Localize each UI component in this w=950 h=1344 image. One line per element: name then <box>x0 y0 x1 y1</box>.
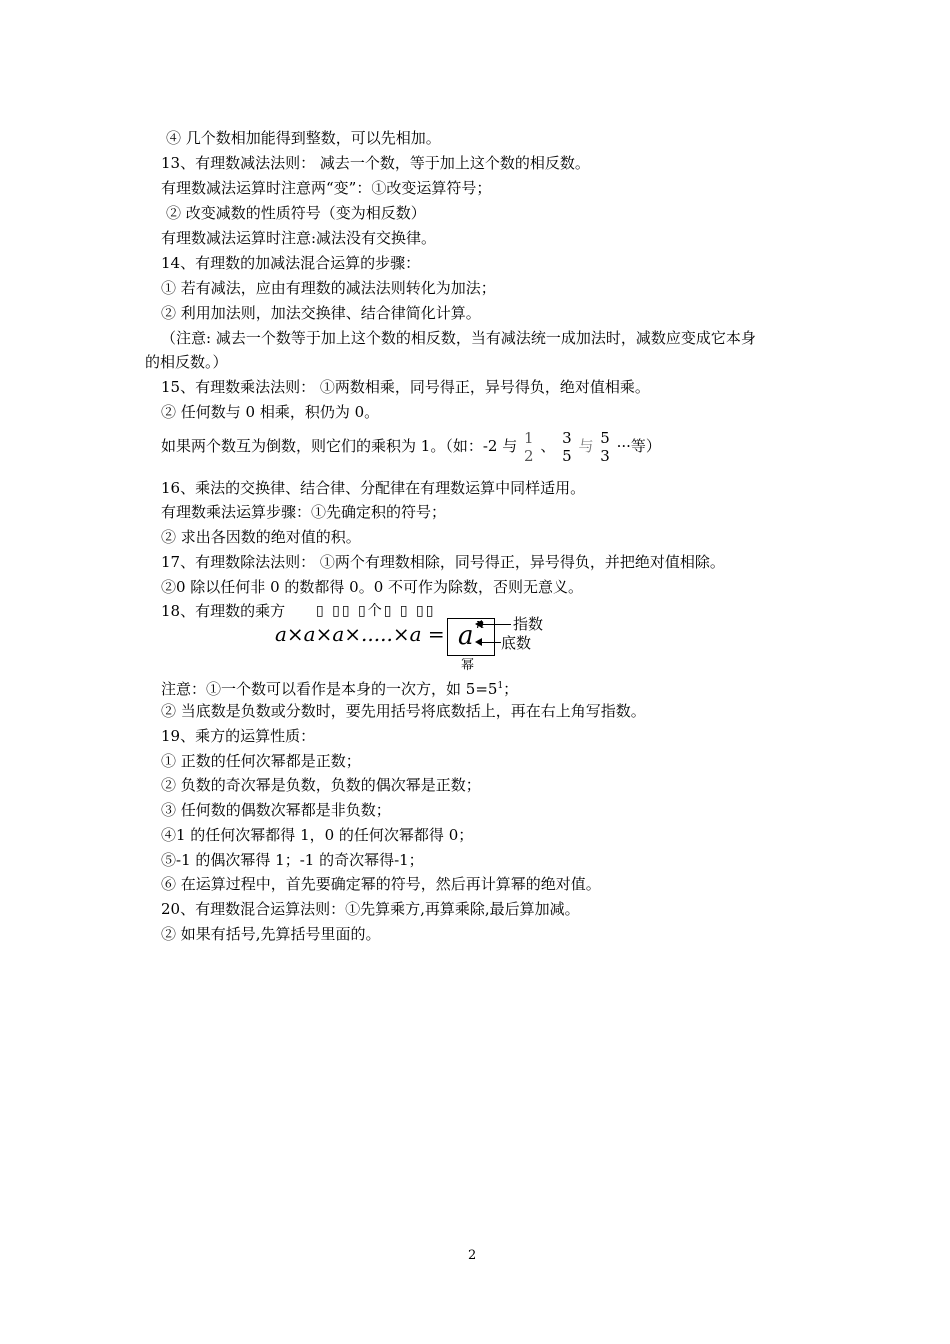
text-line: ⑤-1 的偶次幂得 1；-1 的奇次幂得-1； <box>161 851 424 869</box>
text-line: ④ 几个数相加能得到整数，可以先相加。 <box>166 129 441 147</box>
note-text: 注意：①一个数可以看作是本身的一次方，如 5=5 <box>161 680 498 698</box>
text-line: 19、乘方的运算性质： <box>161 727 316 745</box>
text-line: ② 如果有括号,先算括号里面的。 <box>161 925 381 943</box>
text-line: 18、有理数的乘方 <box>161 602 286 620</box>
text-line: ① 若有减法，应由有理数的减法法则转化为加法； <box>161 279 496 297</box>
reciprocal-prefix: 如果两个数互为倒数，则它们的乘积为 1。（如：-2 与 <box>161 437 518 455</box>
exponent-arrow-icon <box>481 624 511 625</box>
note-line <box>161 676 518 699</box>
text-line: ① 正数的任何次幂都是正数； <box>161 752 361 770</box>
fraction-denominator: 3 <box>600 447 610 465</box>
formula-lhs: a×a×a×.....×a = <box>275 622 445 646</box>
fraction-numerator: 3 <box>562 429 572 447</box>
text-line: 14、有理数的加减法混合运算的步骤： <box>161 254 421 272</box>
fraction-denominator: 2 <box>523 447 534 465</box>
text-line: 13、有理数减法法则： 减去一个数，等于加上这个数的相反数。 <box>161 154 590 172</box>
text-line: ② 当底数是负数或分数时，要先用括号将底数括上，再在右上角写指数。 <box>161 702 646 720</box>
text-line: 有理数减法运算时注意:减法没有交换律。 <box>161 229 437 247</box>
base-label: 底数 <box>501 634 532 652</box>
text-line: ②0 除以任何非 0 的数都得 0。0 不可作为除数，否则无意义。 <box>161 578 584 596</box>
text-line: 有理数减法运算时注意两“变”：①改变运算符号； <box>161 179 492 197</box>
text-line: ② 负数的奇次幂是负数，负数的偶次幂是正数； <box>161 776 481 794</box>
note-superscript: 1 <box>497 681 504 691</box>
exponent-label: 指数 <box>513 615 544 633</box>
power-label: 幂 <box>461 658 475 673</box>
text-line: ② 利用加法则，加法交换律、结合律简化计算。 <box>161 304 481 322</box>
text-line: 20、有理数混合运算法则：①先算乘方,再算乘除,最后算加减。 <box>161 900 580 918</box>
text-line: 17、有理数除法法则： ①两个有理数相除，同号得正，异号得负，并把绝对值相除。 <box>161 553 725 571</box>
reciprocal-suffix: ···等） <box>616 437 661 455</box>
base-arrow-icon <box>481 642 501 643</box>
text-line: 15、有理数乘法法则： ①两数相乘，同号得正，异号得负，绝对值相乘。 <box>161 378 650 396</box>
fraction-five-thirds <box>600 429 610 465</box>
power-formula <box>275 612 575 672</box>
text-line: ② 任何数与 0 相乘，积仍为 0。 <box>161 403 380 421</box>
fraction-denominator: 5 <box>562 447 572 465</box>
text-line: 有理数乘法运算步骤：①先确定积的符号； <box>161 503 447 521</box>
text-line: ③ 任何数的偶数次幂都是非负数； <box>161 801 391 819</box>
power-base: a <box>458 621 474 651</box>
text-line: ④1 的任何次幂都得 1，0 的任何次幂都得 0； <box>161 826 474 844</box>
fraction-one-half <box>524 429 534 465</box>
text-line: ② 求出各因数的绝对值的积。 <box>161 528 361 546</box>
note-end: ； <box>503 680 519 698</box>
page-number: 2 <box>468 1248 477 1263</box>
fraction-numerator: 1 <box>523 429 534 447</box>
reciprocal-line <box>161 426 661 466</box>
text-line: ② 改变减数的性质符号（变为相反数） <box>166 204 426 222</box>
text-line: 的相反数。） <box>145 353 228 371</box>
fraction-numerator: 5 <box>600 429 610 447</box>
text-line: （注意: 减去一个数等于加上这个数的相反数，当有减法统一成加法时，减数应变成它本身 <box>161 329 756 347</box>
text-line: 16、乘法的交换律、结合律、分配律在有理数运算中同样适用。 <box>161 479 586 497</box>
separator: 、 <box>540 437 556 455</box>
fraction-three-fifths <box>562 429 572 465</box>
garbled-text: ▯ ▯▯ ▯个▯ ▯ ▯▯ <box>316 603 436 619</box>
text-line: ⑥ 在运算过程中，首先要确定幂的符号，然后再计算幂的绝对值。 <box>161 875 601 893</box>
and-word: 与 <box>578 437 594 455</box>
